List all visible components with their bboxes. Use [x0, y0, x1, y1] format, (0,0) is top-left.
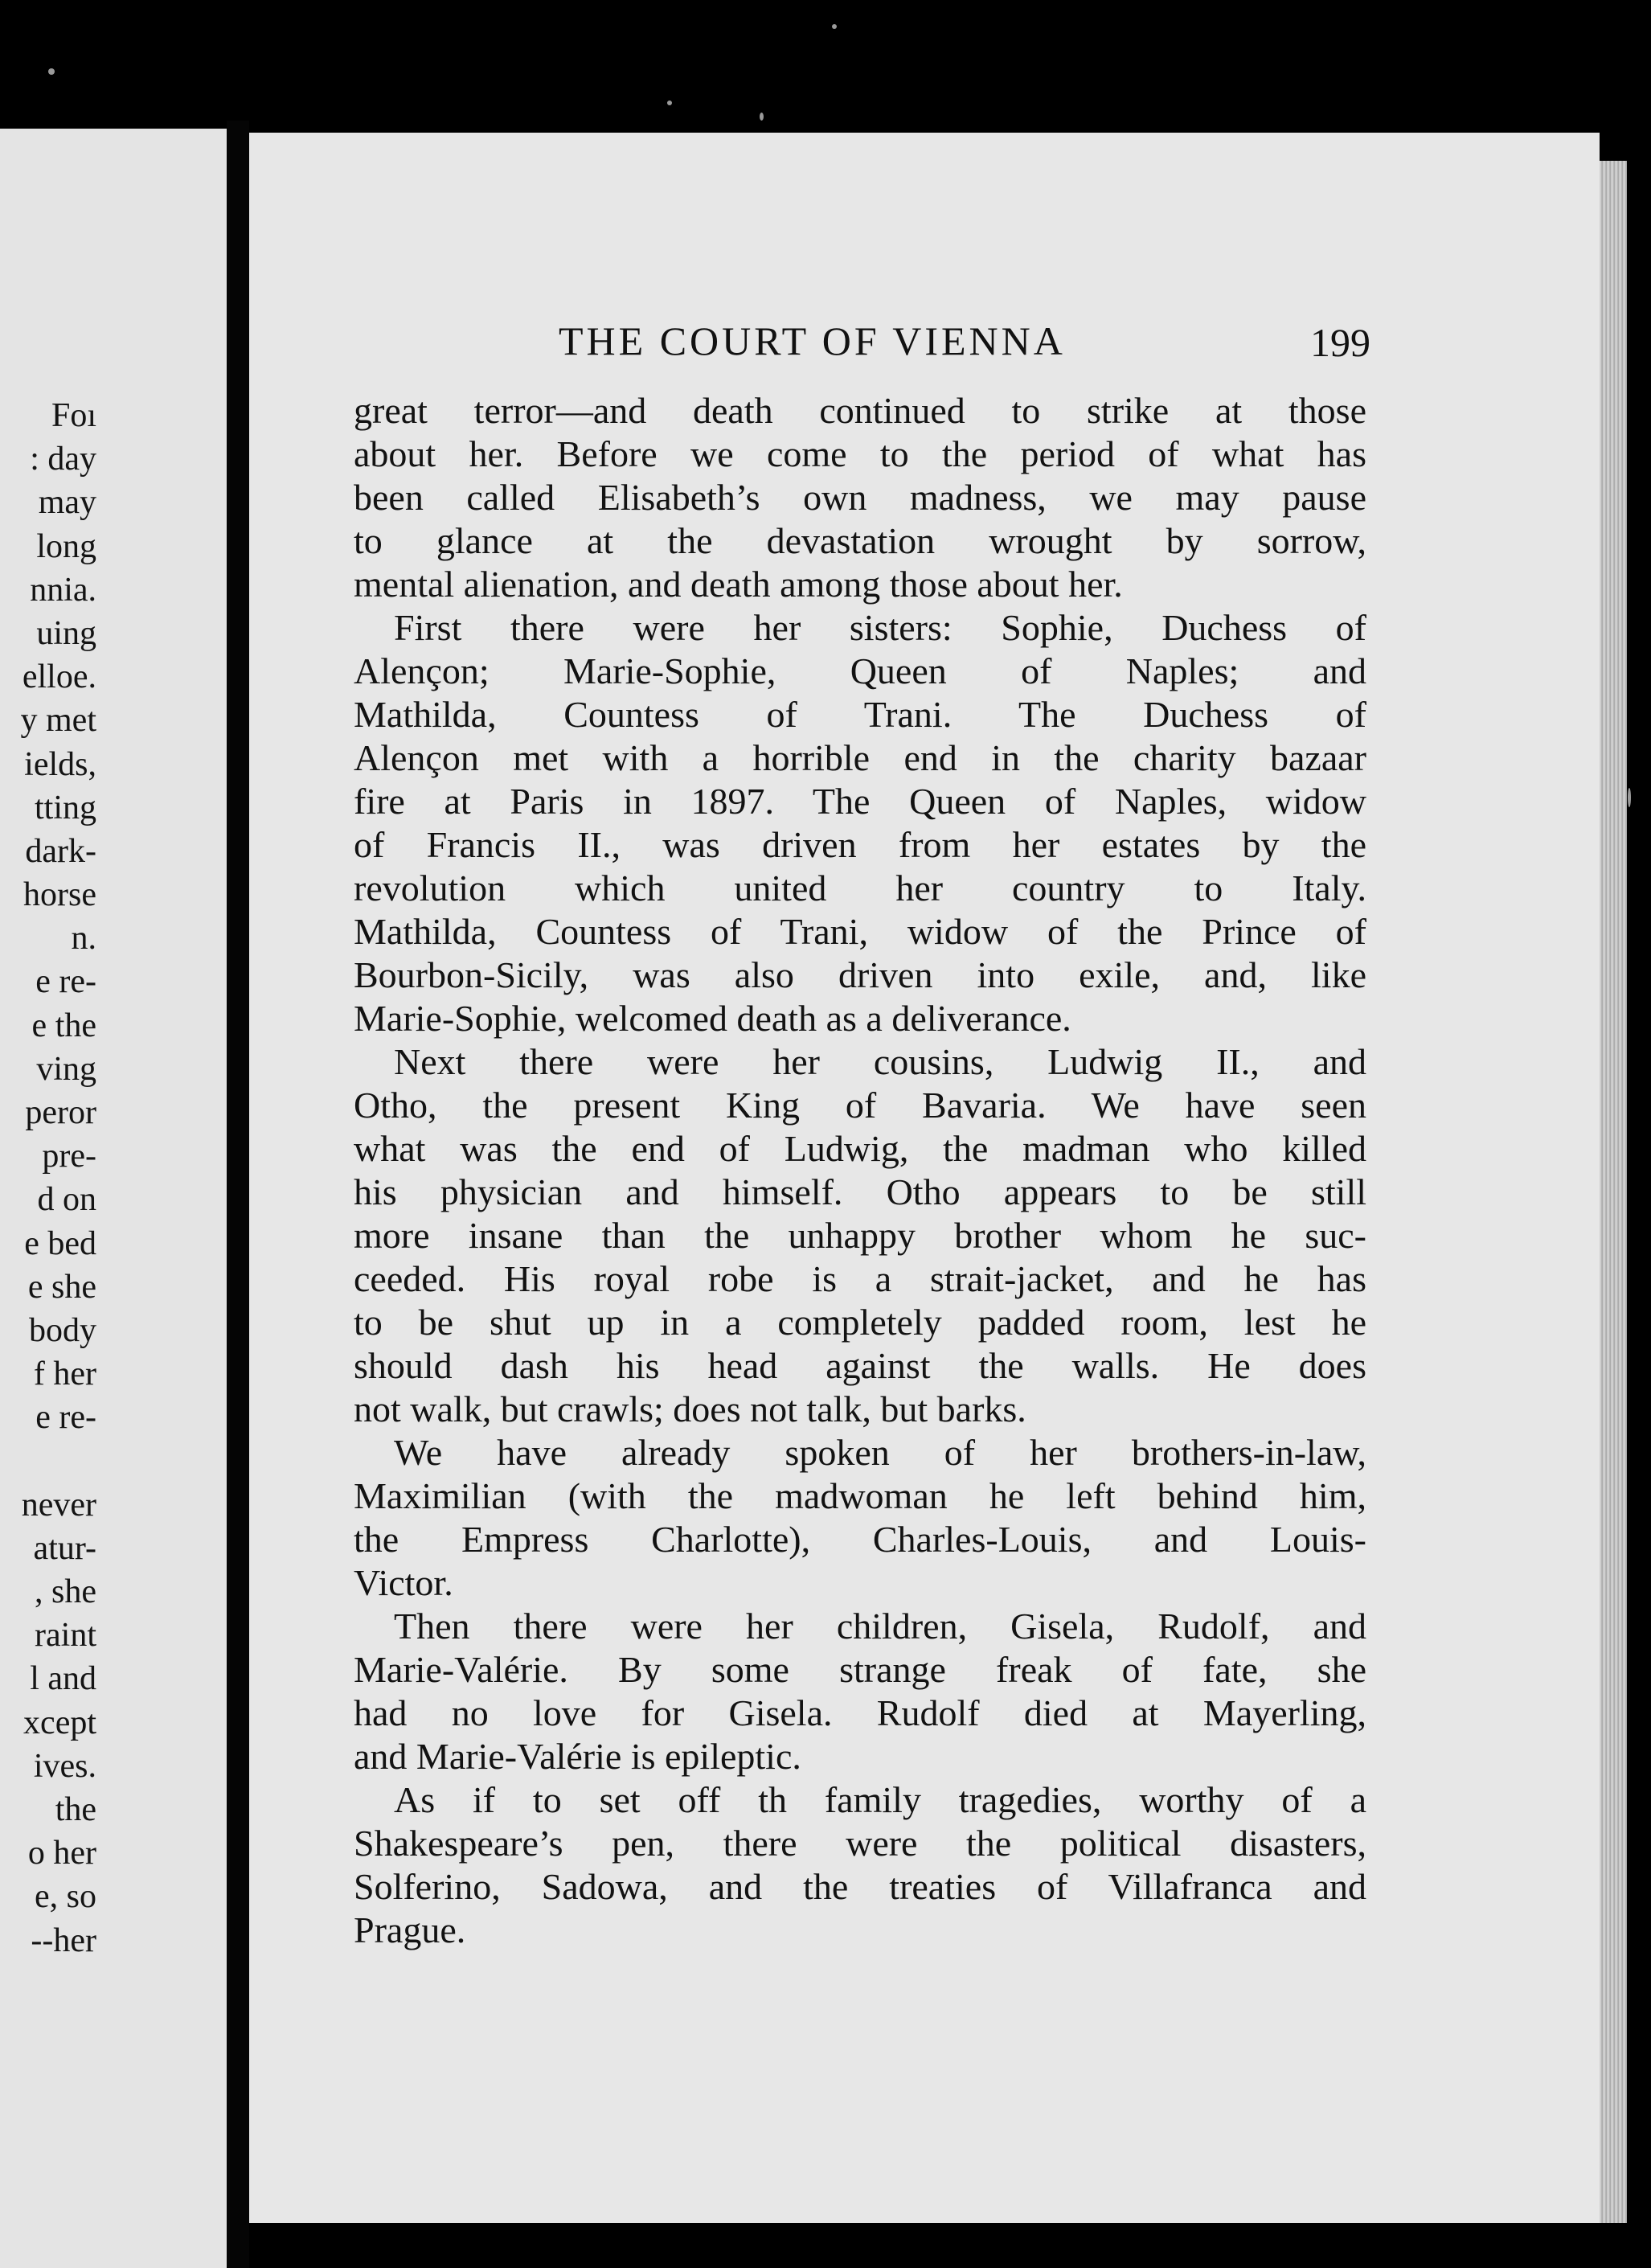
dust-speck: [832, 24, 837, 29]
running-head: THE COURT OF VIENNA: [559, 318, 1066, 363]
left-page-fragment: elloe.: [22, 658, 96, 696]
dust-speck: [48, 68, 55, 75]
text-line: about her. Before we come to the period of what has: [354, 433, 1366, 474]
body-text: [354, 389, 1366, 1952]
text-line: Next there were her cousins, Ludwig II., and: [394, 1041, 1366, 1082]
left-page-fragment: , she: [35, 1573, 96, 1611]
text-line: Otho, the present King of Bavaria. We have seen: [354, 1085, 1366, 1126]
left-page-fragment: tting: [34, 789, 96, 826]
text-line: As if to set off th family tragedies, worthy of a: [394, 1779, 1366, 1820]
text-line: We have already spoken of her brothers-in-law,: [394, 1432, 1366, 1473]
text-line: Marie-Valérie. By some strange freak of fate, she: [354, 1649, 1366, 1690]
text-line: Bourbon-Sicily, was also driven into exile, and, like: [354, 954, 1366, 995]
left-page-fragment: never: [21, 1486, 96, 1524]
left-page-fragment: ives.: [33, 1747, 96, 1785]
dust-speck: [760, 113, 764, 121]
left-page-fragment: d on: [37, 1181, 96, 1219]
text-line: should dash his head against the walls. He does: [354, 1345, 1366, 1386]
text-line: not walk, but crawls; does not talk, but barks.: [354, 1388, 1026, 1429]
left-facing-page: [0, 129, 227, 2268]
left-page-fragment: : day: [30, 441, 96, 478]
page-number: 199: [1310, 320, 1370, 365]
left-page-fragment: dark-: [25, 832, 96, 870]
left-page-fragment: l and: [30, 1660, 96, 1698]
page-edge: [1600, 161, 1627, 2223]
left-page-fragment: may: [38, 484, 96, 522]
left-page-fragment: --her: [31, 1921, 96, 1959]
dust-speck: [667, 100, 672, 105]
text-line: ceeded. His royal robe is a strait-jacket, and he has: [354, 1258, 1366, 1299]
left-page-fragment: y met: [20, 702, 96, 740]
left-page-fragment: e re-: [35, 1399, 96, 1437]
text-line: Mathilda, Countess of Trani, widow of the Prince of: [354, 911, 1366, 952]
text-line: Solferino, Sadowa, and the treaties of Villafranca and: [354, 1866, 1366, 1907]
text-line: more insane than the unhappy brother whom he suc-: [354, 1215, 1366, 1256]
text-line: Victor.: [354, 1562, 453, 1603]
left-page-fragment: Foı: [51, 397, 96, 434]
text-line: fire at Paris in 1897. The Queen of Naples, widow: [354, 781, 1366, 822]
text-line: Prague.: [354, 1909, 466, 1950]
text-line: the Empress Charlotte), Charles-Louis, and Louis-: [354, 1519, 1366, 1560]
text-line: been called Elisabeth’s own madness, we may pause: [354, 477, 1366, 518]
left-page-fragment: uing: [36, 614, 96, 652]
text-line: and Marie-Valérie is epileptic.: [354, 1736, 801, 1777]
left-page-fragment: the: [55, 1791, 96, 1828]
left-page-fragment: e re-: [35, 963, 96, 1001]
left-page-fragment: o her: [27, 1835, 96, 1872]
left-page-fragment: body: [29, 1311, 96, 1349]
text-line: revolution which united her country to Italy.: [354, 867, 1366, 908]
left-page-fragment: raint: [35, 1617, 96, 1655]
text-line: to be shut up in a completely padded room, lest he: [354, 1302, 1366, 1343]
left-page-fragment: [0, 1440, 96, 1483]
text-line: Maximilian (with the madwoman he left behind him,: [354, 1475, 1366, 1516]
text-line: Alençon; Marie-Sophie, Queen of Naples; and: [354, 650, 1366, 691]
text-line: First there were her sisters: Sophie, Duchess of: [394, 607, 1366, 648]
text-line: what was the end of Ludwig, the madman who killed: [354, 1128, 1366, 1169]
left-page-fragment: e she: [27, 1268, 96, 1306]
page-header: [559, 318, 1370, 366]
left-page-fragment: ields,: [24, 745, 96, 783]
text-line: of Francis II., was driven from her estates by the: [354, 824, 1366, 865]
left-page-fragment: nnia.: [30, 571, 96, 609]
left-page-fragment: peror: [25, 1094, 96, 1131]
page-gutter: [227, 121, 249, 2268]
text-line: mental alienation, and death among those about her.: [354, 564, 1123, 605]
text-line: great terror—and death continued to strike at those: [354, 390, 1366, 431]
dust-speck: [1628, 788, 1631, 807]
text-line: Marie-Sophie, welcomed death as a deliverance.: [354, 998, 1071, 1039]
text-line: Shakespeare’s pen, there were the political disasters,: [354, 1823, 1366, 1864]
left-page-fragment: pre-: [42, 1138, 96, 1175]
text-line: Then there were her children, Gisela, Rudolf, and: [394, 1606, 1366, 1647]
left-page-fragment: n.: [71, 920, 96, 958]
left-page-fragment: ving: [36, 1050, 96, 1088]
left-page-text-fragments: [0, 394, 96, 1962]
text-line: Alençon met with a horrible end in the charity bazaar: [354, 737, 1366, 778]
left-page-fragment: atur-: [33, 1529, 96, 1567]
left-page-fragment: e the: [31, 1007, 96, 1044]
left-page-fragment: long: [36, 527, 96, 565]
text-line: had no love for Gisela. Rudolf died at Mayerling,: [354, 1692, 1366, 1733]
text-line: to glance at the devastation wrought by sorrow,: [354, 520, 1366, 561]
left-page-fragment: e bed: [24, 1224, 96, 1262]
text-line: Mathilda, Countess of Trani. The Duchess of: [354, 694, 1366, 735]
left-page-fragment: f her: [33, 1355, 96, 1393]
left-page-fragment: e, so: [35, 1878, 96, 1916]
left-page-fragment: xcept: [23, 1704, 96, 1741]
text-line: his physician and himself. Otho appears to be still: [354, 1171, 1366, 1212]
left-page-fragment: horse: [23, 876, 96, 914]
